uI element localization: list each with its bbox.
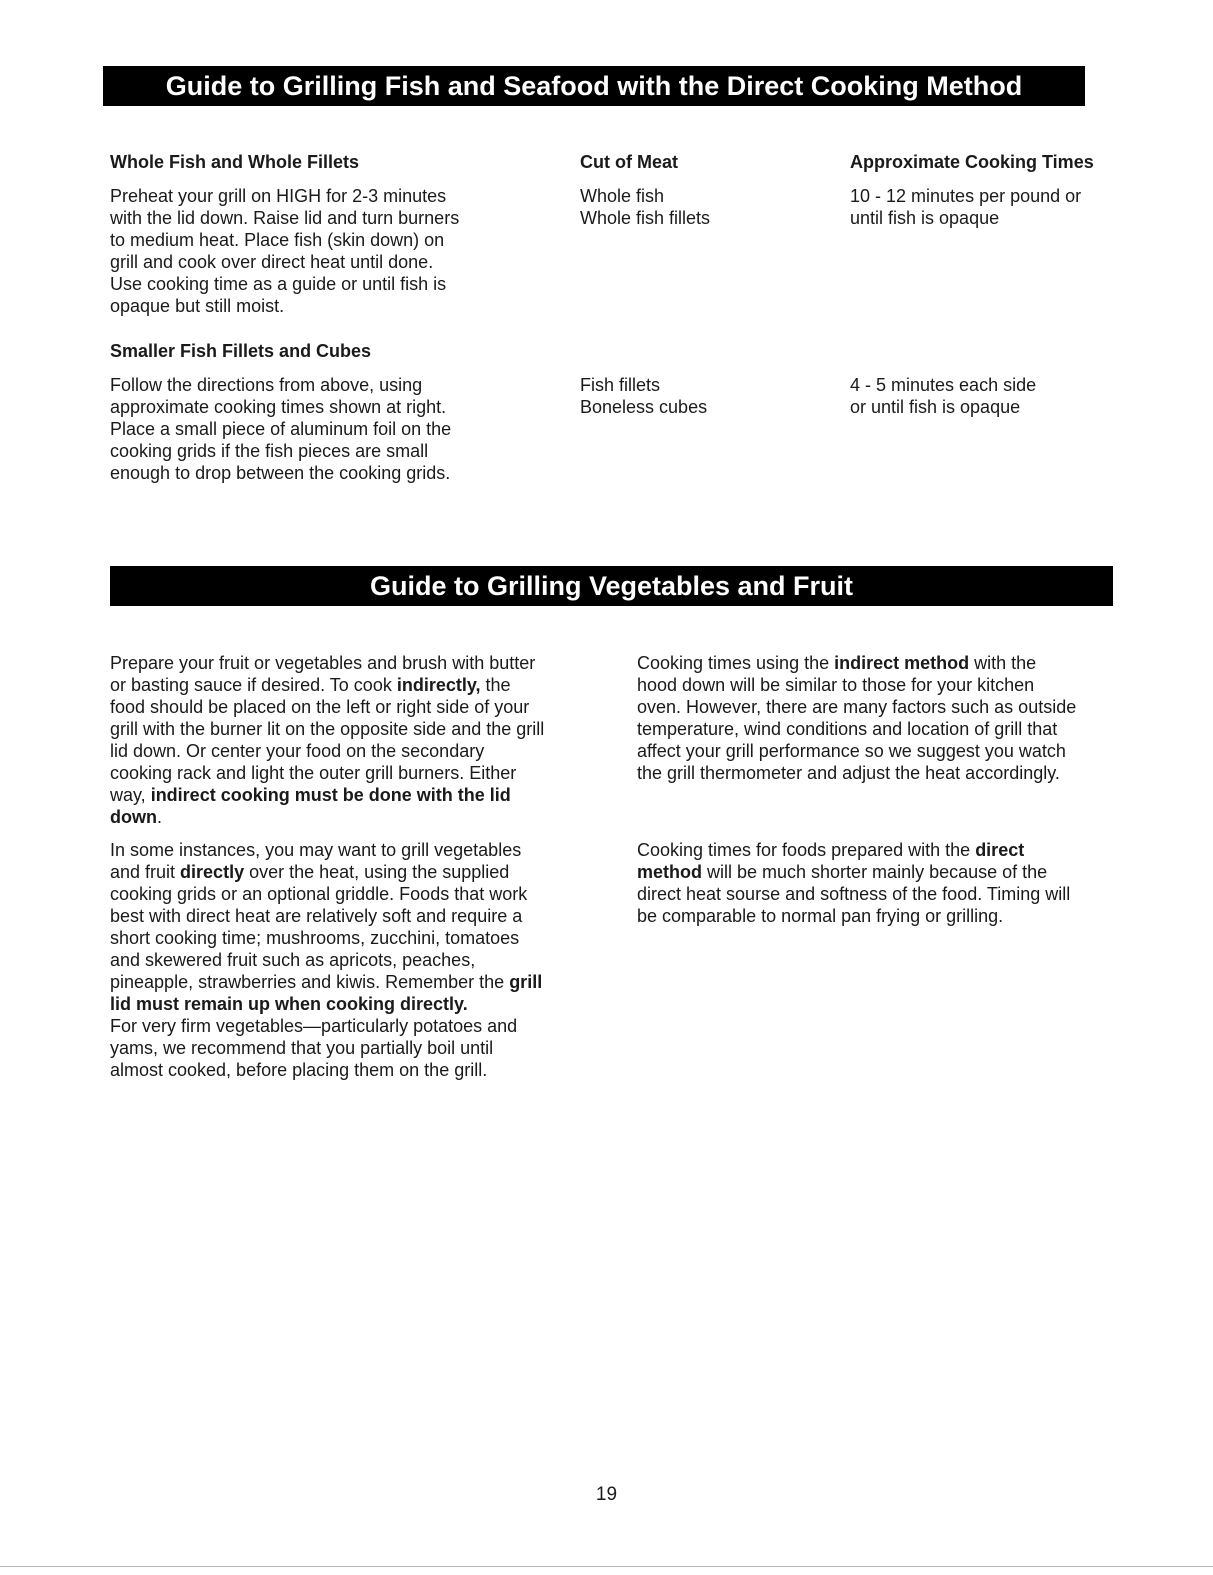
text-line: yams, we recommend that you partially boil until — [110, 1038, 494, 1058]
bold-text: direct — [975, 840, 1025, 860]
text-line: and skewered fruit such as apricots, peaches, — [110, 950, 476, 970]
text-line: be comparable to normal pan frying or grilling. — [637, 906, 1004, 926]
text-line: opaque but still moist. — [110, 296, 285, 316]
cut-item: Boneless cubes — [580, 397, 708, 417]
text-line: almost cooked, before placing them on the grill. — [110, 1060, 488, 1080]
veg-right-paragraph-2 — [637, 839, 1070, 927]
bold-text: indirectly, — [396, 675, 481, 695]
bold-text: indirect method — [834, 653, 970, 673]
time-item: or until fish is opaque — [850, 397, 1021, 417]
text-line: lid must remain up when cooking directly. — [110, 994, 468, 1014]
text-line: affect your grill performance so we suggest you watch — [637, 741, 1066, 761]
text-line: approximate cooking times shown at right. — [110, 397, 447, 417]
text-line: Prepare your fruit or vegetables and brush with butter — [110, 653, 536, 673]
veg-section-title: Guide to Grilling Vegetables and Fruit — [110, 566, 1113, 606]
text-run: with the — [969, 653, 1037, 673]
veg-left-paragraph-1 — [110, 652, 544, 828]
text-run: over the heat, using the supplied — [244, 862, 510, 882]
bold-text: indirect cooking must be done with the lid — [150, 785, 511, 805]
text-line: In some instances, you may want to grill vegetables — [110, 840, 522, 860]
text-line: Use cooking time as a guide or until fish is — [110, 274, 447, 294]
header-cut-of-meat: Cut of Meat — [580, 152, 678, 172]
text-line: Place a small piece of aluminum foil on the — [110, 419, 452, 439]
text-line: cooking grids or an optional griddle. Foods that work — [110, 884, 528, 904]
text-run: the — [480, 675, 511, 695]
whole-fish-times — [850, 185, 1081, 229]
time-item: 4 - 5 minutes each side — [850, 375, 1037, 395]
text-run: and fruit — [110, 862, 181, 882]
text-line: grill with the burner lit on the opposite side and the grill — [110, 719, 545, 739]
text-line: lid down. Or center your food on the secondary — [110, 741, 485, 761]
text-run: Cooking times for foods prepared with the — [637, 840, 976, 860]
bold-text: grill — [509, 972, 543, 992]
text-line: Follow the directions from above, using — [110, 375, 423, 395]
time-item: 10 - 12 minutes per pound or — [850, 186, 1082, 206]
text-run: . — [157, 807, 163, 827]
text-run: pineapple, strawberries and kiwis. Remember the — [110, 972, 510, 992]
time-item: until fish is opaque — [850, 208, 1000, 228]
text-run: or basting sauce if desired. To cook — [110, 675, 397, 695]
cut-item: Fish fillets — [580, 375, 661, 395]
text-line: hood down will be similar to those for your kitchen — [637, 675, 1035, 695]
text-line — [110, 784, 544, 806]
page-edge-divider — [0, 1566, 1213, 1567]
text-line — [110, 861, 542, 883]
text-line: oven. However, there are many factors such as outside — [637, 697, 1077, 717]
text-run: Cooking times using the — [637, 653, 835, 673]
text-line: with the lid down. Raise lid and turn burners — [110, 208, 460, 228]
veg-right-paragraph-1 — [637, 652, 1076, 784]
fish-section-title: Guide to Grilling Fish and Seafood with the Direct Cooking Method — [103, 66, 1085, 106]
text-line — [637, 861, 1070, 883]
text-line: best with direct heat are relatively soft and require a — [110, 906, 523, 926]
text-line — [637, 839, 1070, 861]
text-line: cooking rack and light the outer grill burners. Either — [110, 763, 517, 783]
text-line: cooking grids if the fish pieces are small — [110, 441, 429, 461]
cut-item: Whole fish — [580, 186, 665, 206]
page-number: 19 — [595, 1484, 618, 1505]
text-line: For very firm vegetables—particularly potatoes and — [110, 1016, 518, 1036]
text-line: enough to drop between the cooking grids. — [110, 463, 451, 483]
smaller-fish-times — [850, 374, 1036, 418]
cut-item: Whole fish fillets — [580, 208, 711, 228]
text-line: to medium heat. Place fish (skin down) on — [110, 230, 445, 250]
text-run: way, — [110, 785, 151, 805]
bold-text: directly — [180, 862, 245, 882]
text-line — [110, 806, 544, 828]
text-line: short cooking time; mushrooms, zucchini, tomatoes — [110, 928, 520, 948]
header-smaller-fish: Smaller Fish Fillets and Cubes — [110, 341, 372, 361]
text-line — [110, 674, 544, 696]
veg-left-paragraph-2 — [110, 839, 542, 1081]
text-line: food should be placed on the left or right side of your — [110, 697, 530, 717]
whole-fish-instructions — [110, 185, 459, 317]
header-cooking-times: Approximate Cooking Times — [850, 152, 1094, 172]
whole-fish-cuts — [580, 185, 710, 229]
text-line: Preheat your grill on HIGH for 2-3 minutes — [110, 186, 447, 206]
text-line: grill and cook over direct heat until done. — [110, 252, 434, 272]
text-line — [637, 652, 1076, 674]
text-line: the grill thermometer and adjust the heat accordingly. — [637, 763, 1060, 783]
smaller-fish-cuts — [580, 374, 707, 418]
text-line — [110, 971, 542, 993]
text-run: will be much shorter mainly because of the — [702, 862, 1048, 882]
text-line: temperature, wind conditions and location of grill that — [637, 719, 1058, 739]
header-whole-fish: Whole Fish and Whole Fillets — [110, 152, 360, 172]
smaller-fish-instructions — [110, 374, 451, 484]
bold-text: down — [110, 807, 157, 827]
bold-text: method — [637, 862, 702, 882]
text-line: direct heat sourse and softness of the food. Timing will — [637, 884, 1071, 904]
